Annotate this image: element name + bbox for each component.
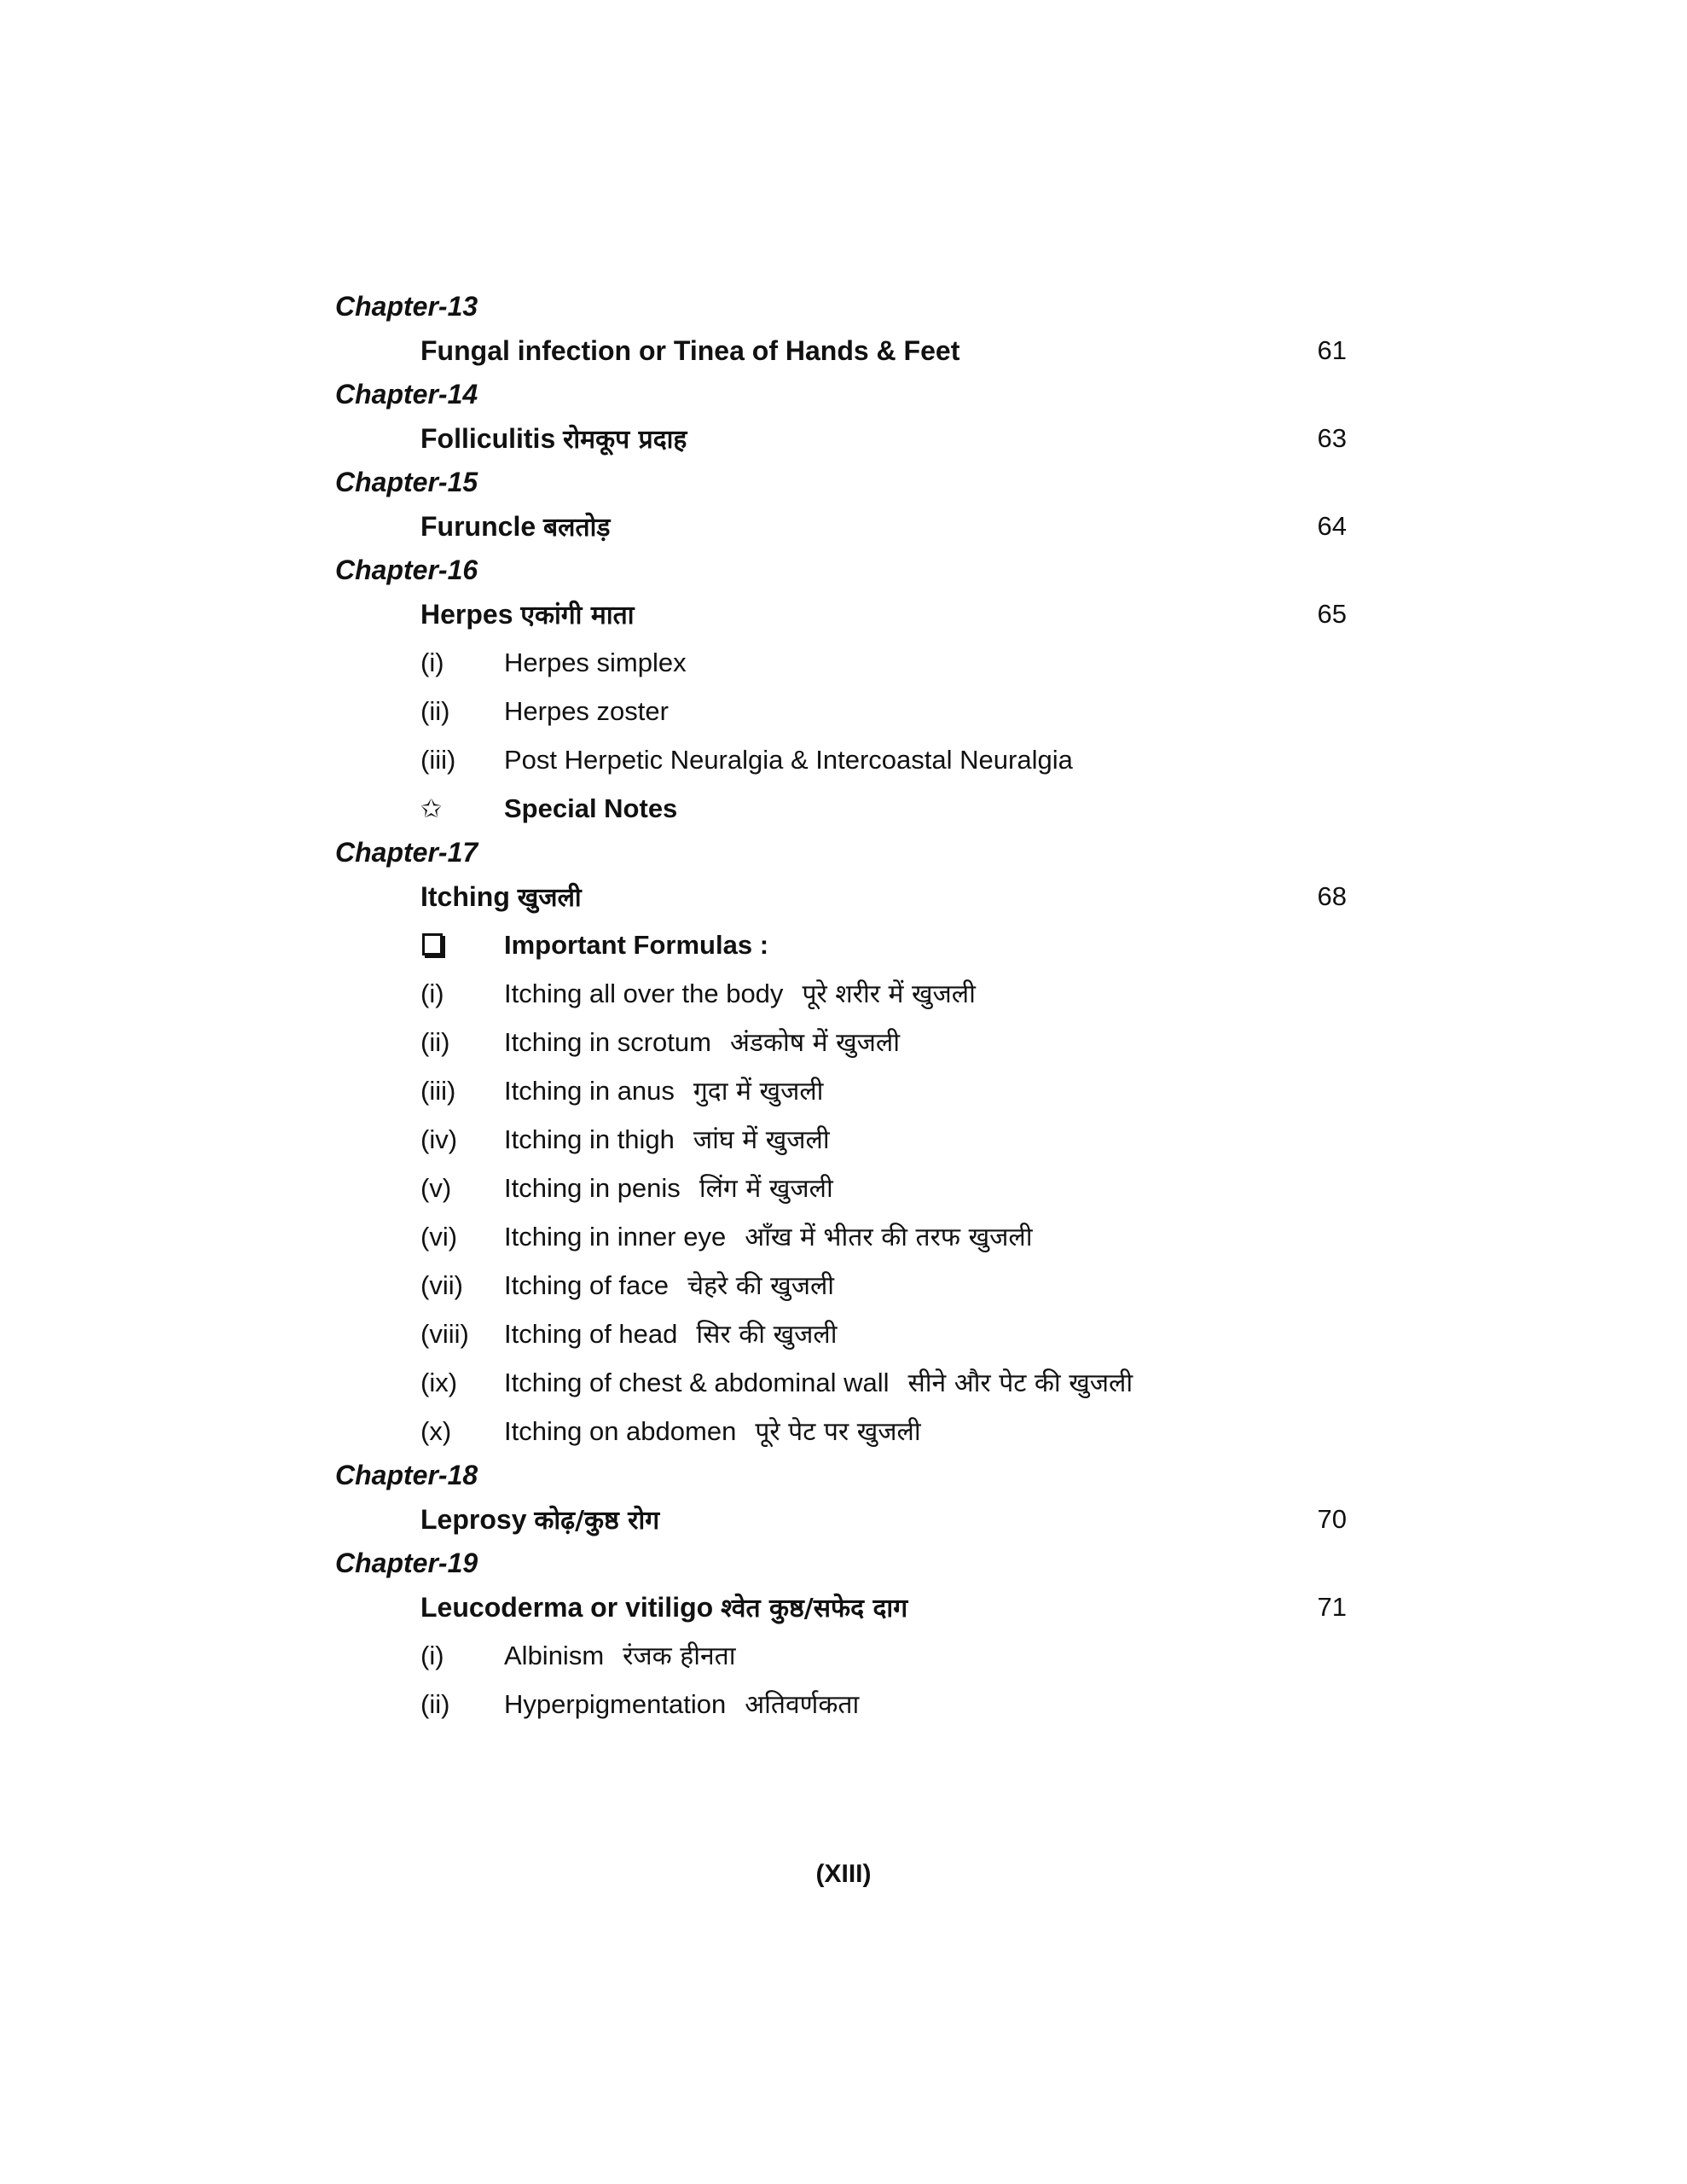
sub-topic-item xyxy=(335,1212,1359,1261)
item-marker: (i) xyxy=(420,648,444,677)
page-number: 61 xyxy=(1317,335,1347,365)
sub-topic-hindi: सीने और पेट की खुजली xyxy=(907,1368,1133,1398)
chapter-entry xyxy=(335,873,1359,921)
sub-topic-hindi: रंजक हीनता xyxy=(623,1641,736,1671)
sub-topic-item xyxy=(335,1164,1359,1212)
sub-topic-item xyxy=(335,1631,1359,1680)
chapter-heading: Chapter-15 xyxy=(335,467,478,497)
page-number: 63 xyxy=(1317,423,1347,453)
chapter-heading: Chapter-14 xyxy=(335,379,478,410)
chapter-title-hindi: कोढ़/कुष्ठ रोग xyxy=(534,1506,660,1536)
chapter-title: Folliculitis xyxy=(420,423,556,454)
page-number: 71 xyxy=(1317,1592,1347,1622)
sub-topic-hindi: गुदा में खुजली xyxy=(693,1077,824,1107)
item-marker: (iv) xyxy=(420,1124,458,1154)
sub-topic-item xyxy=(335,735,1359,784)
chapter-heading: Chapter-13 xyxy=(335,291,478,322)
sub-topic-item xyxy=(335,1407,1359,1455)
item-marker: (iii) xyxy=(420,745,456,775)
chapter-entry xyxy=(335,1583,1359,1631)
star-icon: ✩ xyxy=(420,794,443,824)
item-marker: (ii) xyxy=(420,696,450,726)
chapter-title: Fungal infection or Tinea of Hands & Feet xyxy=(420,335,960,366)
sub-topic-text: Itching in scrotum xyxy=(504,1027,711,1057)
sub-topic-text: Itching in penis xyxy=(504,1173,681,1203)
sub-topic-hindi: अतिवर्णकता xyxy=(745,1690,860,1720)
sub-topic-text: Important Formulas : xyxy=(504,930,769,960)
sub-topic-text: Itching of face xyxy=(504,1270,670,1300)
page-number: 70 xyxy=(1317,1504,1347,1534)
sub-topic-hindi: पूरे पेट पर खुजली xyxy=(755,1417,921,1447)
sub-topic-item xyxy=(335,969,1359,1018)
sub-topic-hindi: पूरे शरीर में खुजली xyxy=(802,979,976,1009)
item-marker: (v) xyxy=(420,1173,452,1203)
chapter-title: Leucoderma or vitiligo xyxy=(420,1592,714,1623)
item-marker: (i) xyxy=(420,1641,444,1670)
sub-topic-text: Herpes simplex xyxy=(504,648,687,677)
sub-topic-item xyxy=(335,687,1359,735)
item-marker: (vi) xyxy=(420,1222,458,1252)
chapter-entry xyxy=(335,327,1359,375)
sub-topic-hindi: सिर की खुजली xyxy=(696,1320,838,1350)
chapter-heading: Chapter-19 xyxy=(335,1548,478,1578)
chapter-title: Itching xyxy=(420,881,510,912)
page-number: 65 xyxy=(1317,599,1347,629)
sub-topic-text: Itching on abdomen xyxy=(504,1416,737,1446)
sub-topic-text: Herpes zoster xyxy=(504,696,669,726)
chapter-entry xyxy=(335,1496,1359,1543)
chapter-heading: Chapter-17 xyxy=(335,837,478,868)
chapter-heading: Chapter-16 xyxy=(335,555,478,585)
sub-topic-item xyxy=(335,784,1359,833)
sub-topic-hindi: अंडकोष में खुजली xyxy=(729,1028,900,1058)
chapter-title: Leprosy xyxy=(420,1504,527,1535)
chapter-title-hindi: श्वेत कुष्ठ/सफेद दाग xyxy=(721,1594,908,1623)
item-marker: (x) xyxy=(420,1416,452,1446)
page-number-footer: (XIII) xyxy=(815,1860,872,1888)
page-number: 68 xyxy=(1317,881,1347,911)
sub-topic-hindi: लिंग में खुजली xyxy=(699,1174,833,1204)
checkbox-icon xyxy=(420,921,504,969)
sub-topic-item xyxy=(335,921,1359,969)
sub-topic-item xyxy=(335,1358,1359,1407)
item-marker: (ix) xyxy=(420,1368,458,1397)
table-of-contents xyxy=(335,287,1359,1728)
sub-topic-item xyxy=(335,638,1359,687)
sub-topic-text: Itching in anus xyxy=(504,1076,675,1106)
item-marker: (ii) xyxy=(420,1027,450,1057)
sub-topic-text: Special Notes xyxy=(504,793,678,823)
chapter-entry xyxy=(335,502,1359,550)
sub-topic-item xyxy=(335,1115,1359,1164)
sub-topic-text: Itching in thigh xyxy=(504,1124,675,1154)
sub-topic-text: Itching of head xyxy=(504,1319,678,1349)
sub-topic-text: Itching all over the body xyxy=(504,979,784,1008)
sub-topic-hindi: आँख में भीतर की तरफ खुजली xyxy=(745,1223,1033,1252)
item-marker: (i) xyxy=(420,979,444,1008)
chapter-entry xyxy=(335,415,1359,462)
sub-topic-hindi: चेहरे की खुजली xyxy=(687,1271,835,1301)
chapter-entry xyxy=(335,590,1359,638)
item-marker: (iii) xyxy=(420,1076,456,1106)
sub-topic-text: Hyperpigmentation xyxy=(504,1689,727,1719)
sub-topic-item xyxy=(335,1066,1359,1115)
sub-topic-text: Itching of chest & abdominal wall xyxy=(504,1368,890,1397)
chapter-title: Furuncle xyxy=(420,511,536,542)
sub-topic-text: Post Herpetic Neuralgia & Intercoastal Neuralgia xyxy=(504,745,1073,775)
item-marker: (ii) xyxy=(420,1689,450,1719)
sub-topic-item xyxy=(335,1680,1359,1728)
page-number: 64 xyxy=(1317,511,1347,541)
sub-topic-hindi: जांघ में खुजली xyxy=(693,1125,830,1155)
chapter-title-hindi: बलतोड़ xyxy=(543,513,611,543)
chapter-title-hindi: एकांगी माता xyxy=(520,601,635,630)
chapter-title-hindi: खुजली xyxy=(517,883,582,913)
sub-topic-text: Itching in inner eye xyxy=(504,1222,727,1252)
item-marker: (viii) xyxy=(420,1319,469,1349)
chapter-title-hindi: रोमकूप प्रदाह xyxy=(563,425,687,455)
sub-topic-item xyxy=(335,1018,1359,1066)
sub-topic-item xyxy=(335,1261,1359,1310)
sub-topic-item xyxy=(335,1310,1359,1358)
chapter-heading: Chapter-18 xyxy=(335,1460,478,1490)
chapter-title: Herpes xyxy=(420,599,513,630)
sub-topic-text: Albinism xyxy=(504,1641,605,1670)
item-marker: (vii) xyxy=(420,1270,463,1300)
